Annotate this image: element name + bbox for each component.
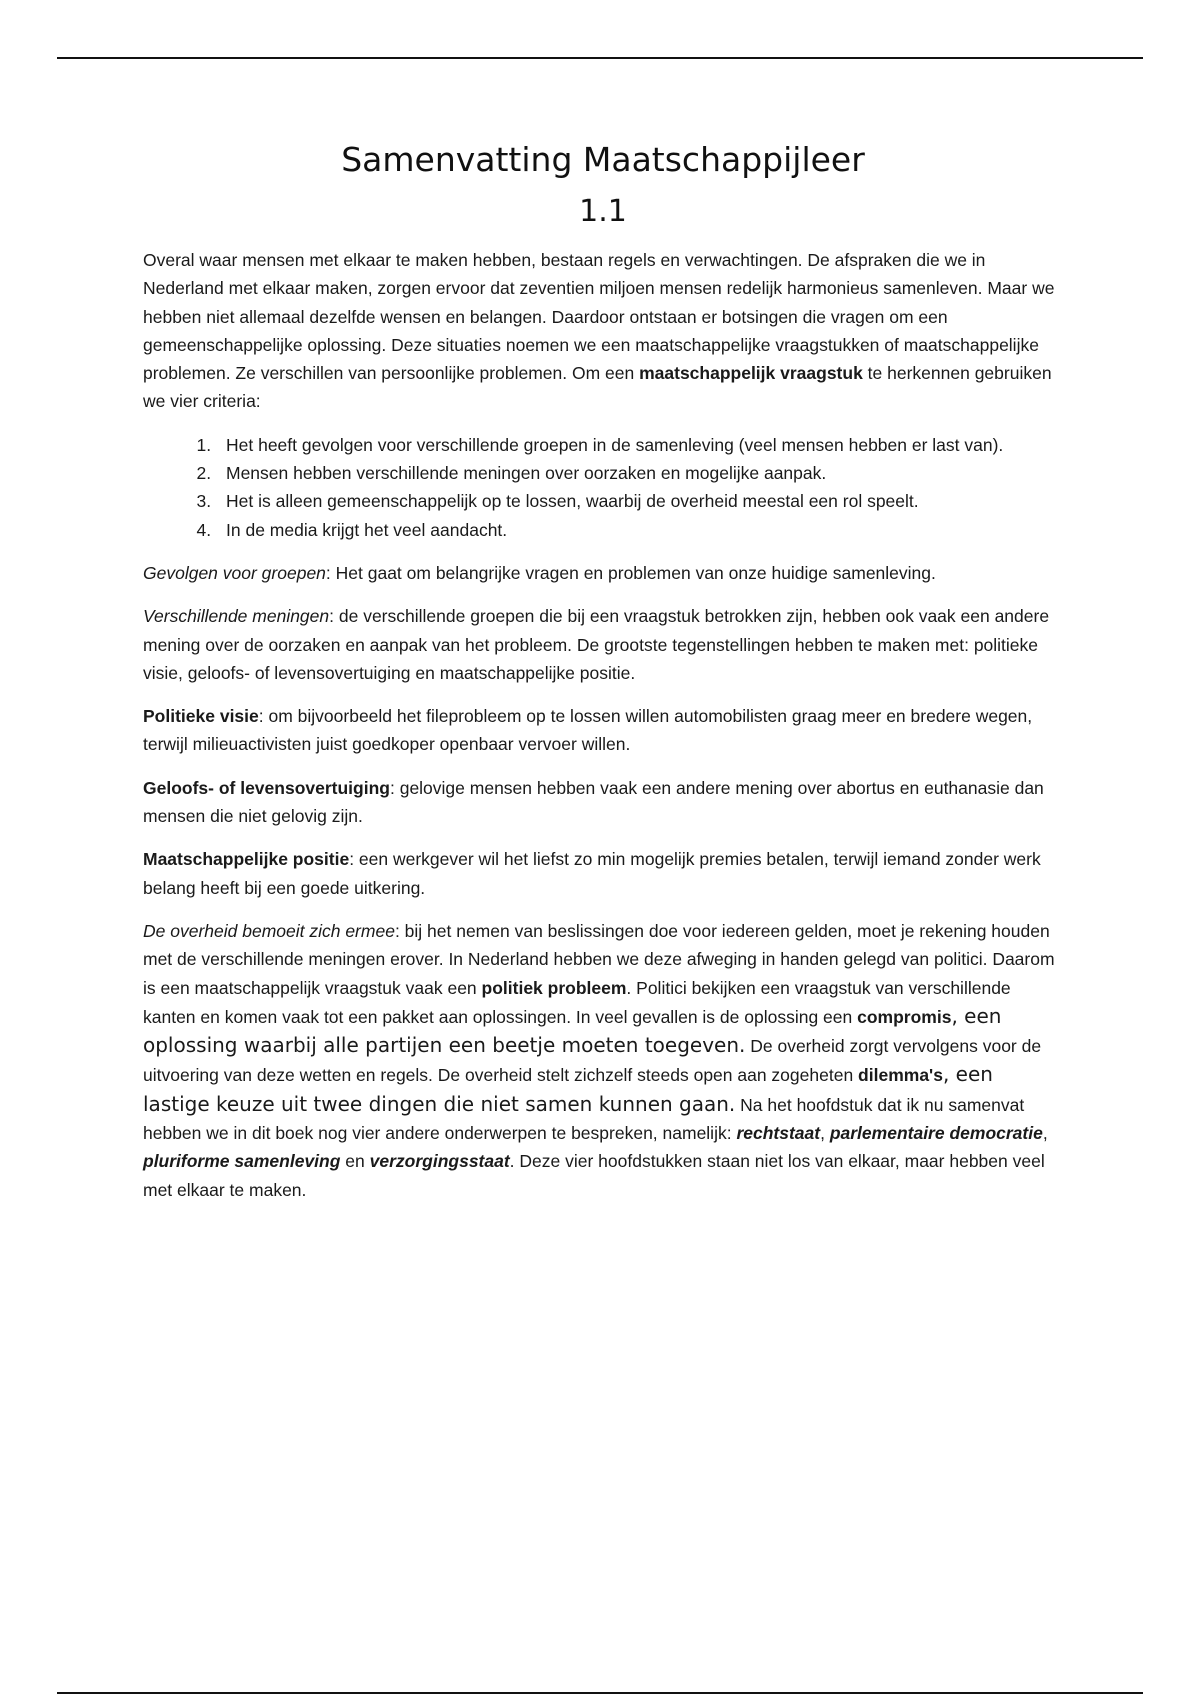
overheid-paragraph	[143, 917, 1063, 1204]
dilemmas-term: dilemma's	[858, 1065, 943, 1086]
separator: ,	[820, 1123, 830, 1144]
meningen-paragraph	[143, 602, 1063, 687]
overheid-text-4: Na het hoofdstuk dat ik nu samenvat hebben we in dit boek nog vier andere onderwerpen te bespreken, namelijk:	[143, 1094, 1025, 1144]
dilemmas-definition: , een lastige keuze uit twee dingen die niet samen kunnen gaan.	[143, 1062, 993, 1116]
separator: ,	[1042, 1123, 1048, 1144]
criteria-item: 2. Mensen hebben verschillende meningen over oorzaken en mogelijke aanpak.	[216, 459, 1063, 487]
compromis-term: compromis	[857, 1006, 952, 1027]
separator: en	[340, 1151, 370, 1172]
meningen-text: : de verschillende groepen die bij een vraagstuk betrokken zijn, hebben ook vaak een andere mening over de oorzaken en aanpak van het probleem. De grootste tegenstellingen hebben te maken met: politieke visie, geloofs- of levensovertuiging en maatschappelijke positie.	[143, 606, 1050, 683]
geloof-term: Geloofs- of levensovertuiging	[143, 777, 390, 798]
intro-text-end: te herkennen gebruiken we vier criteria:	[143, 363, 1052, 412]
overheid-text-3: De overheid zorgt vervolgens voor de uitvoering van deze wetten en regels. De overheid stelt zichzelf steeds open aan zogeheten	[143, 1036, 1042, 1086]
geloof-text: : gelovige mensen hebben vaak een andere mening over abortus en euthanasie dan mensen die niet gelovig zijn.	[143, 777, 1044, 827]
meningen-term: Verschillende meningen	[143, 606, 330, 627]
header-rule	[57, 57, 1143, 59]
overheid-text-2: . Politici bekijken een vraagstuk van verschillende kanten en komen vaak tot een pakket aan oplossingen. In veel gevallen is de oplossing een	[143, 977, 1011, 1027]
positie-text: : een werkgever wil het liefst zo min mogelijk premies betalen, terwijl iemand zonder werk belang heeft bij een goede uitkering.	[143, 849, 1041, 898]
document-body	[143, 138, 1063, 1219]
topic-rechtstaat: rechtstaat	[736, 1123, 821, 1144]
geloof-paragraph	[143, 774, 1063, 831]
criteria-list	[143, 431, 1063, 544]
gevolgen-text: : Het gaat om belangrijke vragen en problemen van onze huidige samenleving.	[325, 562, 936, 583]
topic-pluriforme-samenleving: pluriforme samenleving	[143, 1151, 341, 1172]
gevolgen-term: Gevolgen voor groepen	[143, 562, 326, 583]
intro-paragraph	[143, 246, 1063, 416]
topic-parlementaire-democratie: parlementaire democratie	[829, 1123, 1043, 1144]
section-number: 1.1	[579, 194, 627, 229]
intro-text: Overal waar mensen met elkaar te maken hebben, bestaan regels en verwachtingen. De afspraken die we in Nederland met elkaar maken, zorgen ervoor dat zeventien miljoen mensen redelijk harmonieus samenleven. Maar we hebben niet allemaal dezelfde wensen en belangen. Daardoor ontstaan er botsingen die vragen om een gemeenschappelijke oplossing. Deze situaties noemen we een maatschappelijke vraagstukken of maatschappelijke problemen. Ze verschillen van persoonlijke problemen. Om een	[143, 250, 1055, 384]
gevolgen-paragraph	[143, 559, 1063, 587]
intro-term: maatschappelijk vraagstuk	[639, 363, 863, 384]
overheid-term: De overheid bemoeit zich ermee	[143, 920, 395, 941]
politiek-probleem-term: politiek probleem	[481, 977, 627, 998]
criteria-item: 3. Het is alleen gemeenschappelijk op te lossen, waarbij de overheid meestal een rol speelt.	[216, 487, 1063, 515]
criteria-item: 4. In de media krijgt het veel aandacht.	[216, 516, 1063, 544]
visie-paragraph	[143, 702, 1063, 759]
document-title: Samenvatting Maatschappijleer	[341, 140, 865, 179]
visie-term: Politieke visie	[143, 706, 259, 727]
overheid-text-1: : bij het nemen van beslissingen doe voor iedereen gelden, moet je rekening houden met de verschillende meningen erover. In Nederland hebben we deze afweging in handen gelegd van politici. Daarom is een maatschappelijk vraagstuk vaak een	[143, 920, 1055, 998]
visie-text: : om bijvoorbeeld het fileprobleem op te lossen willen automobilisten graag meer en bredere wegen, terwijl milieuactivisten juist goedkoper openbaar vervoer willen.	[143, 706, 1033, 755]
overheid-text-5: . Deze vier hoofdstukken staan niet los van elkaar, maar hebben veel met elkaar te maken.	[143, 1151, 1045, 1200]
topic-verzorgingsstaat: verzorgingsstaat	[369, 1151, 510, 1172]
positie-term: Maatschappelijke positie	[143, 849, 350, 870]
footer-rule	[57, 1692, 1143, 1694]
compromis-definition: , een oplossing waarbij alle partijen een beetje moeten toegeven.	[143, 1003, 1002, 1058]
positie-paragraph	[143, 845, 1063, 902]
criteria-item: 1. Het heeft gevolgen voor verschillende groepen in de samenleving (veel mensen hebben er last van).	[216, 431, 1063, 459]
